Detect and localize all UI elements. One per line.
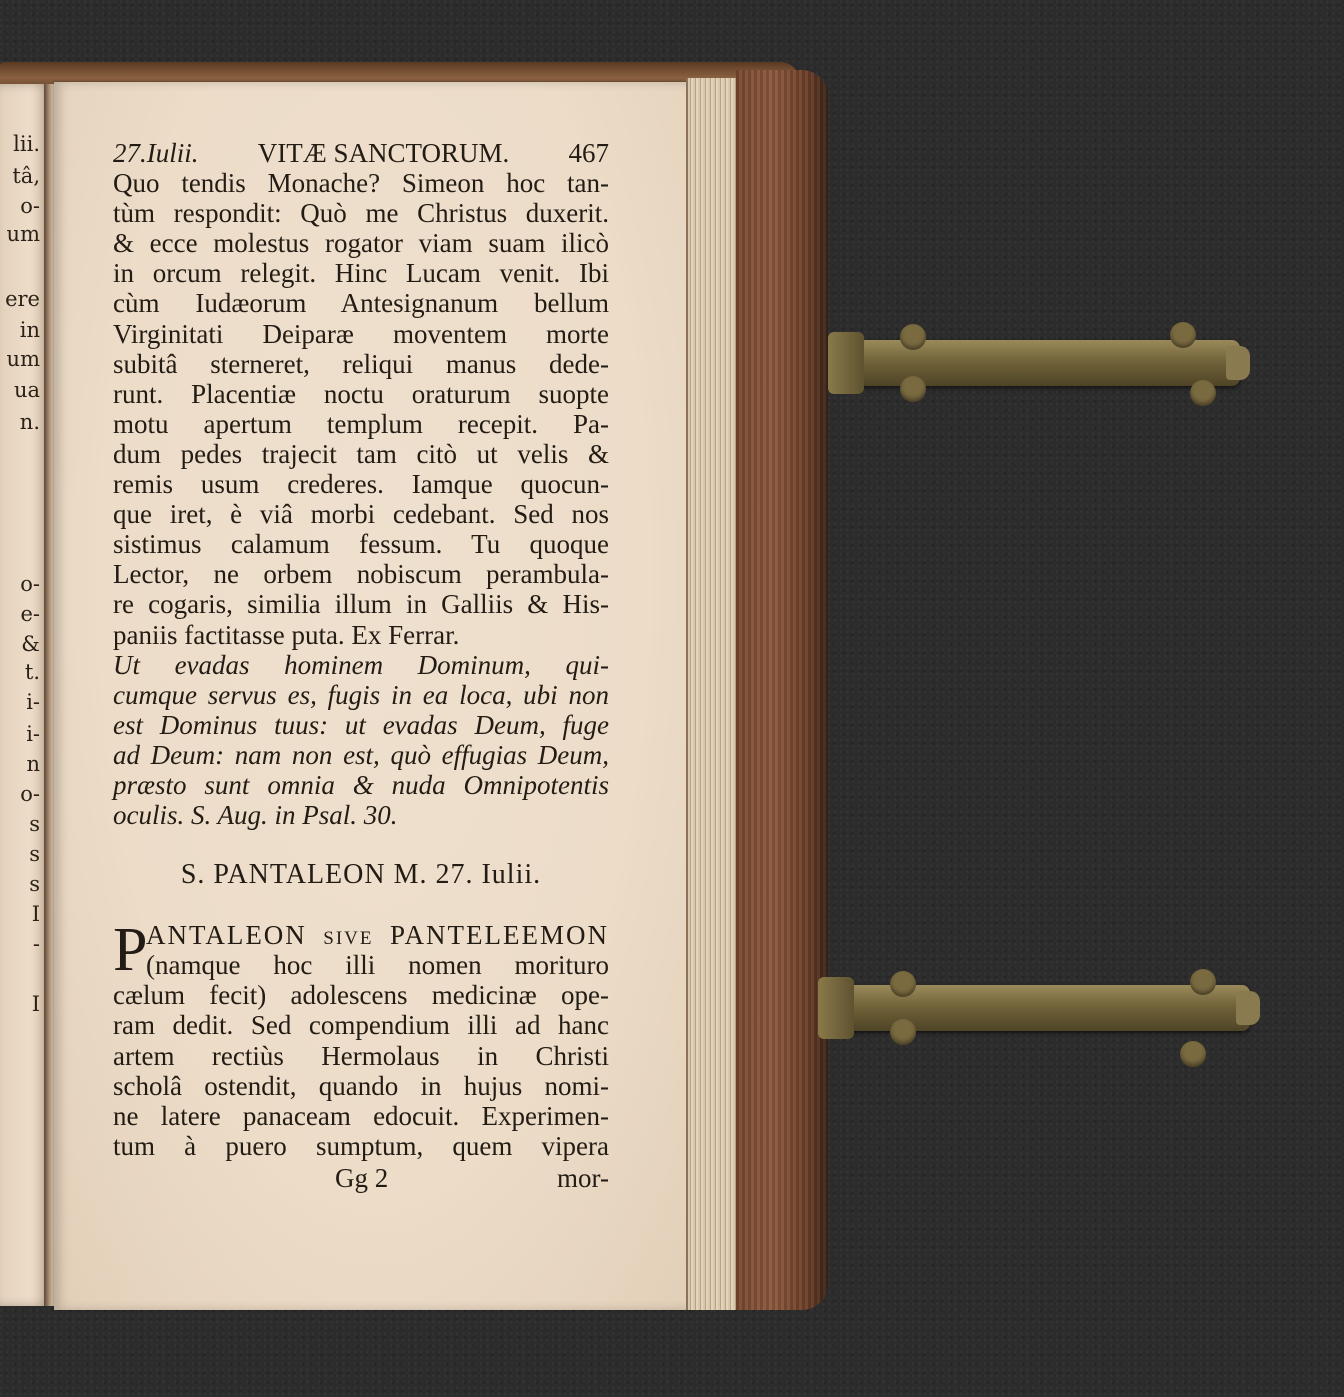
text-line: tùm respondit: Quò me Christus duxerit. [113,198,609,229]
clasp-tip [1226,346,1250,380]
left-page-fragment: o- [20,572,40,596]
left-page-fragment: um [6,347,40,371]
drop-cap: P [113,916,148,985]
text-line: scholâ ostendit, quando in hujus nomi- [113,1070,609,1101]
text-line: ANTALEON sive PANTELEEMON [146,920,609,951]
left-page-fragment: i- [26,722,40,746]
clasp-knob [890,971,916,997]
upper-clasp [840,340,1240,386]
clasp-knob [890,1019,916,1045]
left-page-fragment: s [29,842,40,866]
text-line: que iret, è viâ morbi cedebant. Sed nos [113,499,609,530]
left-page-fragment: i- [26,690,40,714]
left-page-fragment: tâ, [12,164,40,188]
page-fore-edge [686,78,740,1310]
clasp-knob [1170,322,1196,348]
catchword: mor- [557,1162,609,1193]
left-page-fragment: in [19,318,40,342]
clasp-hinge [828,332,864,394]
clasp-knob [1190,969,1216,995]
clasp-knob [900,376,926,402]
left-page-fragment: - [32,932,40,956]
text-line: dum pedes trajecit tam citò ut velis & [113,438,609,469]
left-page-fragment: s [29,812,40,836]
quote-line: est Dominus tuus: ut evadas Deum, fuge [113,709,609,740]
quote-line: Ut evadas hominem Dominum, qui- [113,649,609,680]
left-page-fragment: o- [20,194,40,218]
text-line: Quo tendis Monache? Simeon hoc tan- [113,168,609,199]
signature-mark: Gg 2 [335,1162,389,1193]
section-title: S. PANTALEON M. 27. Iulii. [180,859,542,891]
page-number: 467 [568,138,609,168]
left-page-fragment: e- [20,602,40,626]
left-page-fragment: o- [20,782,40,806]
book-cover-spine [736,70,828,1310]
lower-clasp [830,985,1250,1031]
page-footer [113,1163,609,1193]
text-line: subitâ sterneret, reliqui manus dede- [113,348,609,379]
left-page-edge [0,84,50,1306]
text-line: artem rectiùs Hermolaus in Christi [113,1040,609,1071]
text-line: motu apertum templum recepit. Pa- [113,408,609,439]
left-page-fragment: lii. [13,132,40,156]
text-line: Virginitati Deiparæ moventem morte [113,318,609,349]
text-line: remis usum crederes. Iamque quocun- [113,469,609,500]
text-line: tum à puero sumptum, quem vipera [113,1130,609,1161]
header-date: 27.Iulii. [113,138,199,168]
left-page-fragment: um [6,222,40,246]
text-line: paniis factitasse puta. Ex Ferrar. [113,619,460,650]
paragraph-1 [113,168,609,650]
left-page-fragment: t. [24,660,40,684]
page-text [113,138,609,1193]
text-line: Lector, ne orbem nobiscum perambula- [113,559,609,590]
text-line: sistimus calamum fessum. Tu quoque [113,529,609,560]
quote-line: ad Deum: nam non est, quò effugias Deum, [113,739,609,770]
left-page-fragment: ua [13,378,40,402]
clasp-knob [1180,1041,1206,1067]
text-line: & ecce molestus rogator viam suam ilicò [113,228,609,259]
left-page-fragment: n [26,752,40,776]
text-line: ne latere panaceam edocuit. Experimen- [113,1100,609,1131]
running-title: VITÆ SANCTORUM. [257,138,510,168]
quote-line: cumque servus es, fugis in ea loca, ubi non [113,679,609,710]
left-page-fragment: & [21,632,40,656]
clasp-knob [900,324,926,350]
quote-line: oculis. S. Aug. in Psal. 30. [113,800,398,831]
left-page-fragment: n. [19,410,40,434]
text-line: in orcum relegit. Hinc Lucam venit. Ibi [113,258,609,289]
text-line: runt. Placentiæ noctu oraturum suopte [113,378,609,409]
clasp-knob [1190,380,1216,406]
text-line: cælum fecit) adolescens medicinæ ope- [113,980,609,1011]
text-line: (namque hoc illi nomen morituro [146,950,609,981]
clasp-tip [1236,991,1260,1025]
paragraph-2 [113,916,609,1161]
quote-line: præsto sunt omnia & nuda Omnipotentis [113,769,609,800]
left-page-fragment: ere [5,287,40,311]
text-line: cùm Iudæorum Antesignanum bellum [113,288,609,319]
running-header [113,138,609,168]
left-page-fragment: I [31,992,40,1016]
left-page-fragment: s [29,872,40,896]
clasp-hinge [818,977,854,1039]
text-line: ram dedit. Sed compendium illi ad hanc [113,1010,609,1041]
augustine-quote [113,650,609,831]
text-line: re cogaris, similia illum in Galliis & His- [113,589,609,620]
left-page-fragment: I [31,902,40,926]
